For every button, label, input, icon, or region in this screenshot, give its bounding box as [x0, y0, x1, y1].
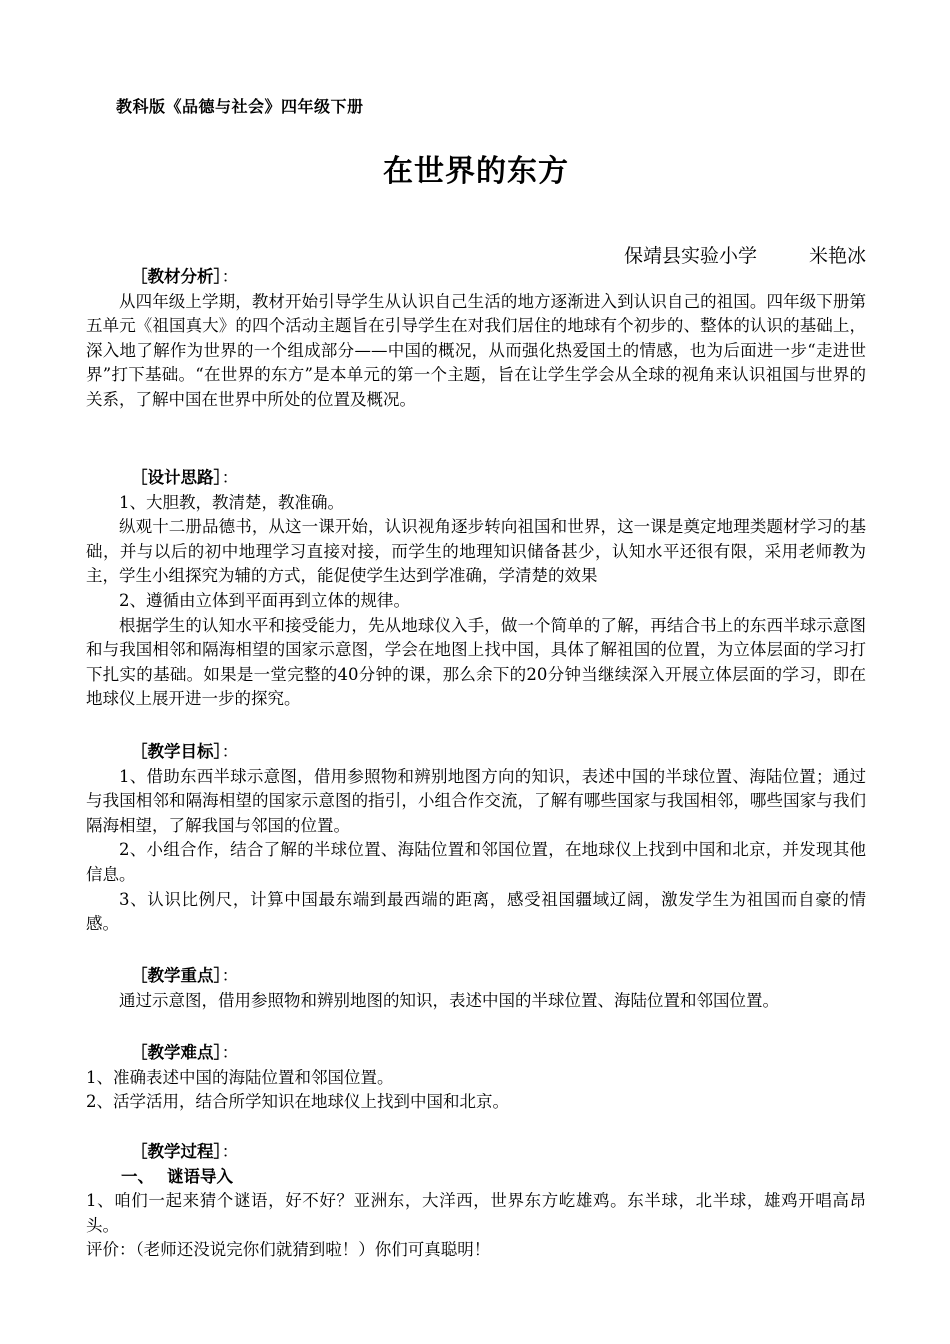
paragraph: 通过示意图，借用参照物和辨别地图的知识，表述中国的半球位置、海陆位置和邻国位置。 — [119, 990, 779, 1010]
list-item: 1、借助东西半球示意图，借用参照物和辨别地图方向的知识，表述中国的半球位置、海陆位置；通过与我国相邻和隔海相望的国家示意图的指引，小组合作交流，了解有哪些国家与我国相邻，哪些国家与我们隔海相望，了解我国与邻国的位置。 — [86, 766, 866, 835]
list-item: 2、活学活用，结合所学知识在地球仪上找到中国和北京。 — [86, 1092, 509, 1112]
school-name: 保靖县实验小学 — [623, 245, 757, 267]
section-heading: ［教学过程］： — [131, 1142, 239, 1161]
paragraph: 评价：（老师还没说完你们就猜到啦！）你们可真聪明！ — [86, 1240, 491, 1260]
paragraph: 纵观十二册品德书，从这一课开始，认识视角逐步转向祖国和世界，这一课是奠定地理类题材学习的基础，并与以后的初中地理学习直接对接，而学生的地理知识储备甚少，认知水平还很有限，采用老师教为主，学生小组探究为辅的方式，能促使学生达到学准确，学清楚的效果 — [86, 517, 866, 586]
section-analysis — [86, 265, 866, 413]
section-heading: ［设计思路］： — [131, 468, 239, 487]
section-heading: ［教材分析］： — [131, 267, 239, 286]
textbook-subtitle: 教科版《品德与社会》四年级下册 — [116, 97, 364, 116]
section-heading: ［教学目标］： — [131, 742, 239, 761]
list-item: 3、认识比例尺，计算中国最东端到最西端的距离，感受祖国疆域辽阔，激发学生为祖国而自豪的情感。 — [86, 889, 866, 934]
list-item: 1、准确表述中国的海陆位置和邻国位置。 — [86, 1067, 394, 1087]
list-item: 2、遵循由立体到平面再到立体的规律。 — [119, 590, 410, 610]
list-item: 2、小组合作，结合了解的半球位置、海陆位置和邻国位置，在地球仪上找到中国和北京，并发现其他信息。 — [86, 840, 866, 884]
section-keypoint — [86, 964, 866, 1013]
section-process — [86, 1140, 866, 1263]
paragraph: 根据学生的认知水平和接受能力，先从地球仪入手，做一个简单的了解，再结合书上的东西半球示意图和与我国相邻和隔海相望的国家示意图，学会在地图上找中国，具体了解祖国的位置，为立体层面的学习打下扎实的基础。如果是一堂完整的40分钟的课，那么余下的20分钟当继续深入开展立体层面的学习，即在地球仪上展开进一步的探究。 — [86, 615, 866, 709]
lesson-title: 在世界的东方 — [383, 154, 569, 189]
section-heading: ［教学难点］： — [131, 1043, 239, 1062]
paragraph: 从四年级上学期，教材开始引导学生从认识自己生活的地方逐渐进入到认识自己的祖国。四年级下册第五单元《祖国真大》的四个活动主题旨在引导学生在对我们居住的地球有个初步的、整体的认识的基础上，深入地了解作为世界的一个组成部分——中国的概况，从而强化热爱国土的情感，也为后面进一步“走进世界”打下基础。“在世界的东方”是本单元的第一个主题，旨在让学生学会从全球的视角来认识祖国与世界的关系，了解中国在世界中所处的位置及概况。 — [86, 291, 866, 409]
list-item: 1、大胆教，教清楚，教准确。 — [119, 492, 344, 512]
section-difficulty — [86, 1041, 866, 1115]
step-heading: 一、 谜语导入 — [121, 1166, 233, 1186]
author-line — [624, 241, 866, 268]
section-goals — [86, 740, 866, 937]
paragraph: 1、咱们一起来猜个谜语，好不好？亚洲东，大洋西，世界东方屹雄鸡。东半球，北半球，雄鸡开唱高昂头。 — [86, 1191, 866, 1235]
section-heading: ［教学重点］： — [131, 966, 239, 985]
section-design — [86, 466, 866, 712]
author-name: 米艳冰 — [808, 245, 866, 267]
